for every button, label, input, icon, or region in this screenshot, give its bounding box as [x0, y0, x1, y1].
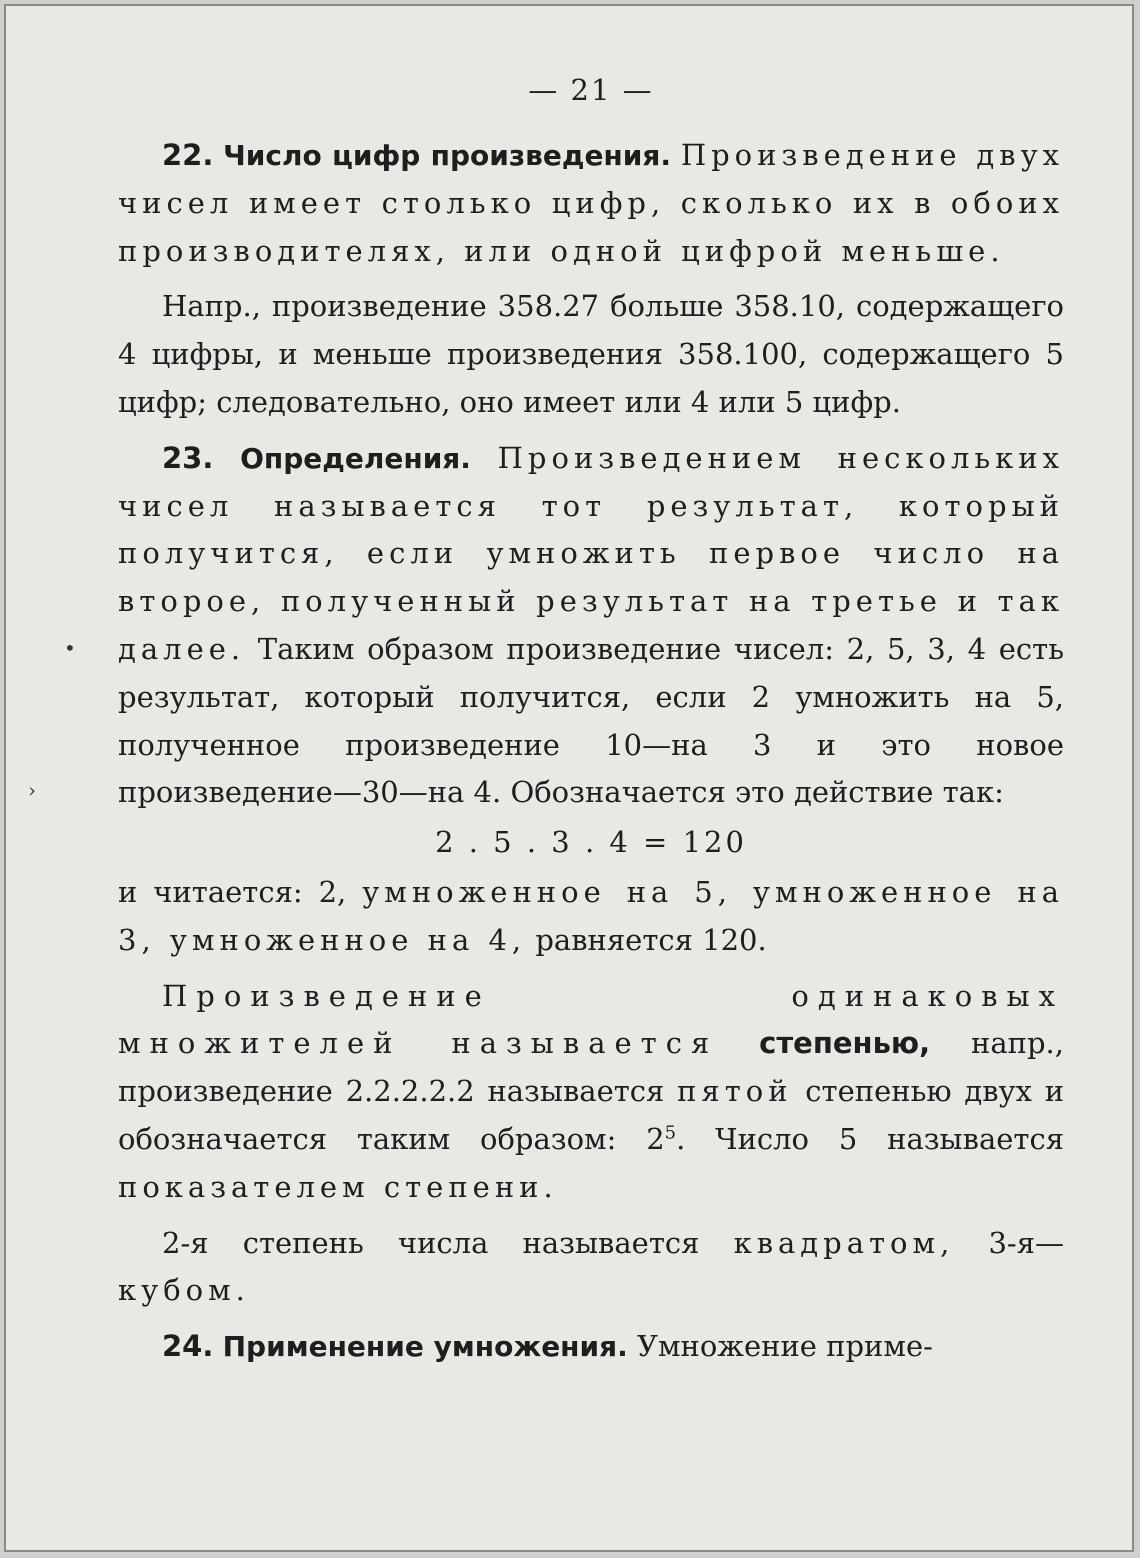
term-fifth: пятой: [677, 1074, 793, 1109]
section-number: 22.: [162, 138, 214, 172]
reading-start: и читается: 2,: [118, 874, 363, 909]
section-text: Произведение двух чисел имеет столько цифр, сколько их в обоих производителях, или одной цифрой меньше.: [118, 138, 1064, 268]
reading-end: равняется 120.: [526, 922, 767, 957]
reading-spaced: умноженное на 5, умноженное на 3, умноженное на 4,: [118, 874, 1064, 957]
power-definition: [118, 973, 1064, 1212]
exponent: 5: [664, 1122, 677, 1144]
square-cube-definition: [118, 1220, 1064, 1316]
formula-reading: [118, 869, 1064, 965]
term-cube: кубом.: [118, 1273, 250, 1308]
section-22-example: Напр., произведение 358.27 больше 358.10, содержащего 4 цифры, и меньше произведения 358.100, содержащего 5 цифр; следовательно, оно имеет или 4 или 5 цифр.: [118, 289, 1064, 419]
term-square: квадратом,: [733, 1225, 955, 1260]
section-22-paragraph: [118, 132, 1064, 275]
section-number: 23.: [162, 440, 214, 475]
section-24-paragraph: [118, 1323, 1064, 1371]
square-text: 3-я—: [954, 1225, 1064, 1260]
definition-text: Произведением нескольких чисел называется тот результат, который получится, если умножить первое число на второе, полученный результат на третье и так далее.: [118, 440, 1064, 666]
section-number: 24.: [162, 1329, 214, 1364]
product-formula: 2 . 5 . 3 . 4 = 120: [435, 825, 747, 860]
section-23-paragraph: [118, 435, 1064, 817]
definition-continuation: Таким образом произведение чисел: 2, 5, 3, 4 есть результат, который получится, если 2 умножить на 5, полученное произведение 10—на 3 и это новое произведение—30—на 4. Обозначается это действие так:: [118, 631, 1064, 810]
margin-speck: ›: [28, 778, 36, 802]
power-text: . Число 5 называется: [676, 1121, 1064, 1156]
section-text: Умножение приме-: [636, 1329, 933, 1364]
page-body: [118, 66, 1064, 1371]
page-number: — 21 —: [528, 73, 654, 107]
power-text: степенью двух и обозначается таким образом: 2: [118, 1074, 1065, 1156]
square-text: 2-я степень числа называется: [162, 1225, 700, 1260]
section-heading: Число цифр произведения.: [223, 139, 672, 172]
margin-speck: •: [64, 636, 76, 660]
section-heading: Применение умножения.: [222, 1330, 628, 1364]
power-text: напр., произведение 2.2.2.2.2 называется: [118, 1026, 1064, 1109]
term-exponent: показателем степени.: [118, 1169, 558, 1204]
term-power: степенью,: [759, 1026, 931, 1061]
section-heading: Определения.: [240, 441, 471, 475]
scanned-page: [4, 4, 1134, 1552]
power-text: Произведение одинаковых множителей называется: [118, 978, 1064, 1061]
